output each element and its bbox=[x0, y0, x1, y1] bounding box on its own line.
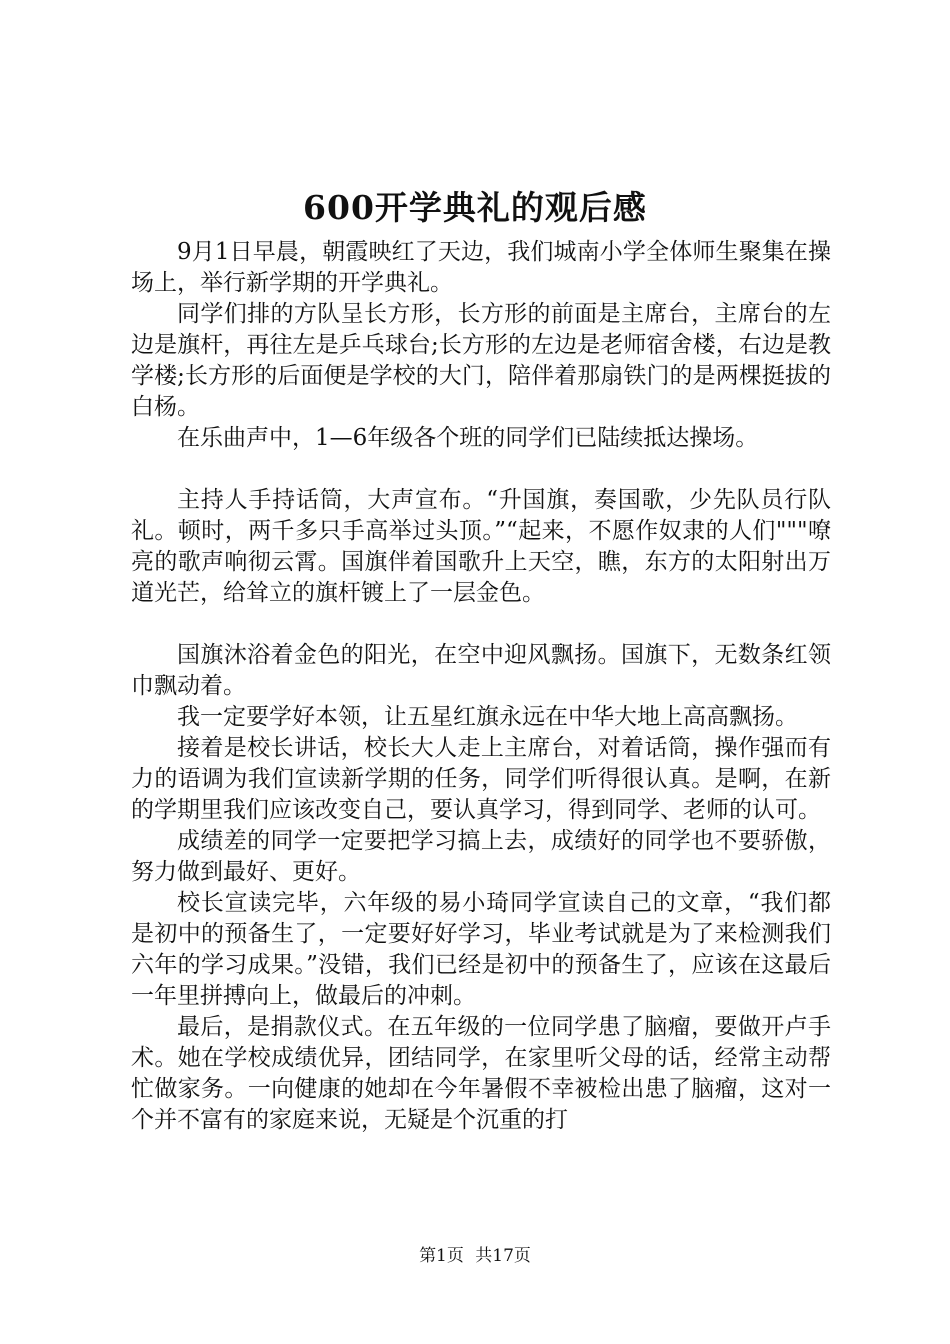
paragraph: 国旗沐浴着金色的阳光，在空中迎风飘扬。国旗下，无数条红领巾飘动着。 bbox=[131, 642, 831, 699]
page-total: 共17页 bbox=[475, 1246, 531, 1266]
paragraph: 我一定要学好本领，让五星红旗永远在中华大地上高高飘扬。 bbox=[177, 704, 798, 730]
paragraph: 同学们排的方队呈长方形，长方形的前面是主席台，主席台的左边是旗杆，再往左是乒乓球台;长方形的左边是老师宿舍楼，右边是教学楼;长方形的后面便是学校的大门，陪伴着那扇铁门的是两棵挺拔的白杨。 bbox=[131, 301, 831, 420]
paragraph: 校长宣读完毕，六年级的易小琦同学宣读自己的文章，“我们都是初中的预备生了，一定要好好学习，毕业考试就是为了来检测我们六年的学习成果。”没错，我们已经是初中的预备生了，应该在这最后一年里拼搏向上，做最后的冲刺。 bbox=[131, 890, 831, 1009]
paragraph: 成绩差的同学一定要把学习搞上去，成绩好的同学也不要骄傲，努力做到最好、更好。 bbox=[131, 828, 831, 885]
paragraph: 9月1日早晨，朝霞映红了天边，我们城南小学全体师生聚集在操场上，举行新学期的开学典礼。 bbox=[131, 239, 831, 296]
paragraph: 主持人手持话筒，大声宣布。“升国旗，奏国歌，少先队员行队礼。顿时，两千多只手高举过头顶。”“起来，不愿作奴隶的人们"""嘹亮的歌声响彻云霄。国旗伴着国歌升上天空，瞧，东方的太阳射出万道光芒，给耸立的旗杆镀上了一层金色。 bbox=[131, 487, 831, 606]
paragraph: 最后，是捐款仪式。在五年级的一位同学患了脑瘤，要做开卢手术。她在学校成绩优异，团结同学，在家里听父母的话，经常主动帮忙做家务。一向健康的她却在今年暑假不幸被检出患了脑瘤，这对一个并不富有的家庭来说，无疑是个沉重的打 bbox=[131, 1014, 831, 1133]
document-title: 600开学典礼的观后感 bbox=[303, 188, 647, 227]
document-body bbox=[131, 237, 831, 1136]
paragraph: 在乐曲声中，1—6年级各个班的同学们已陆续抵达操场。 bbox=[177, 425, 759, 451]
page-number: 第1页 bbox=[419, 1246, 464, 1266]
paragraph: 接着是校长讲话，校长大人走上主席台，对着话筒，操作强而有力的语调为我们宣读新学期的任务，同学们听得很认真。是啊，在新的学期里我们应该改变自己，要认真学习，得到同学、老师的认可。 bbox=[131, 735, 831, 823]
page-footer bbox=[0, 1244, 950, 1268]
